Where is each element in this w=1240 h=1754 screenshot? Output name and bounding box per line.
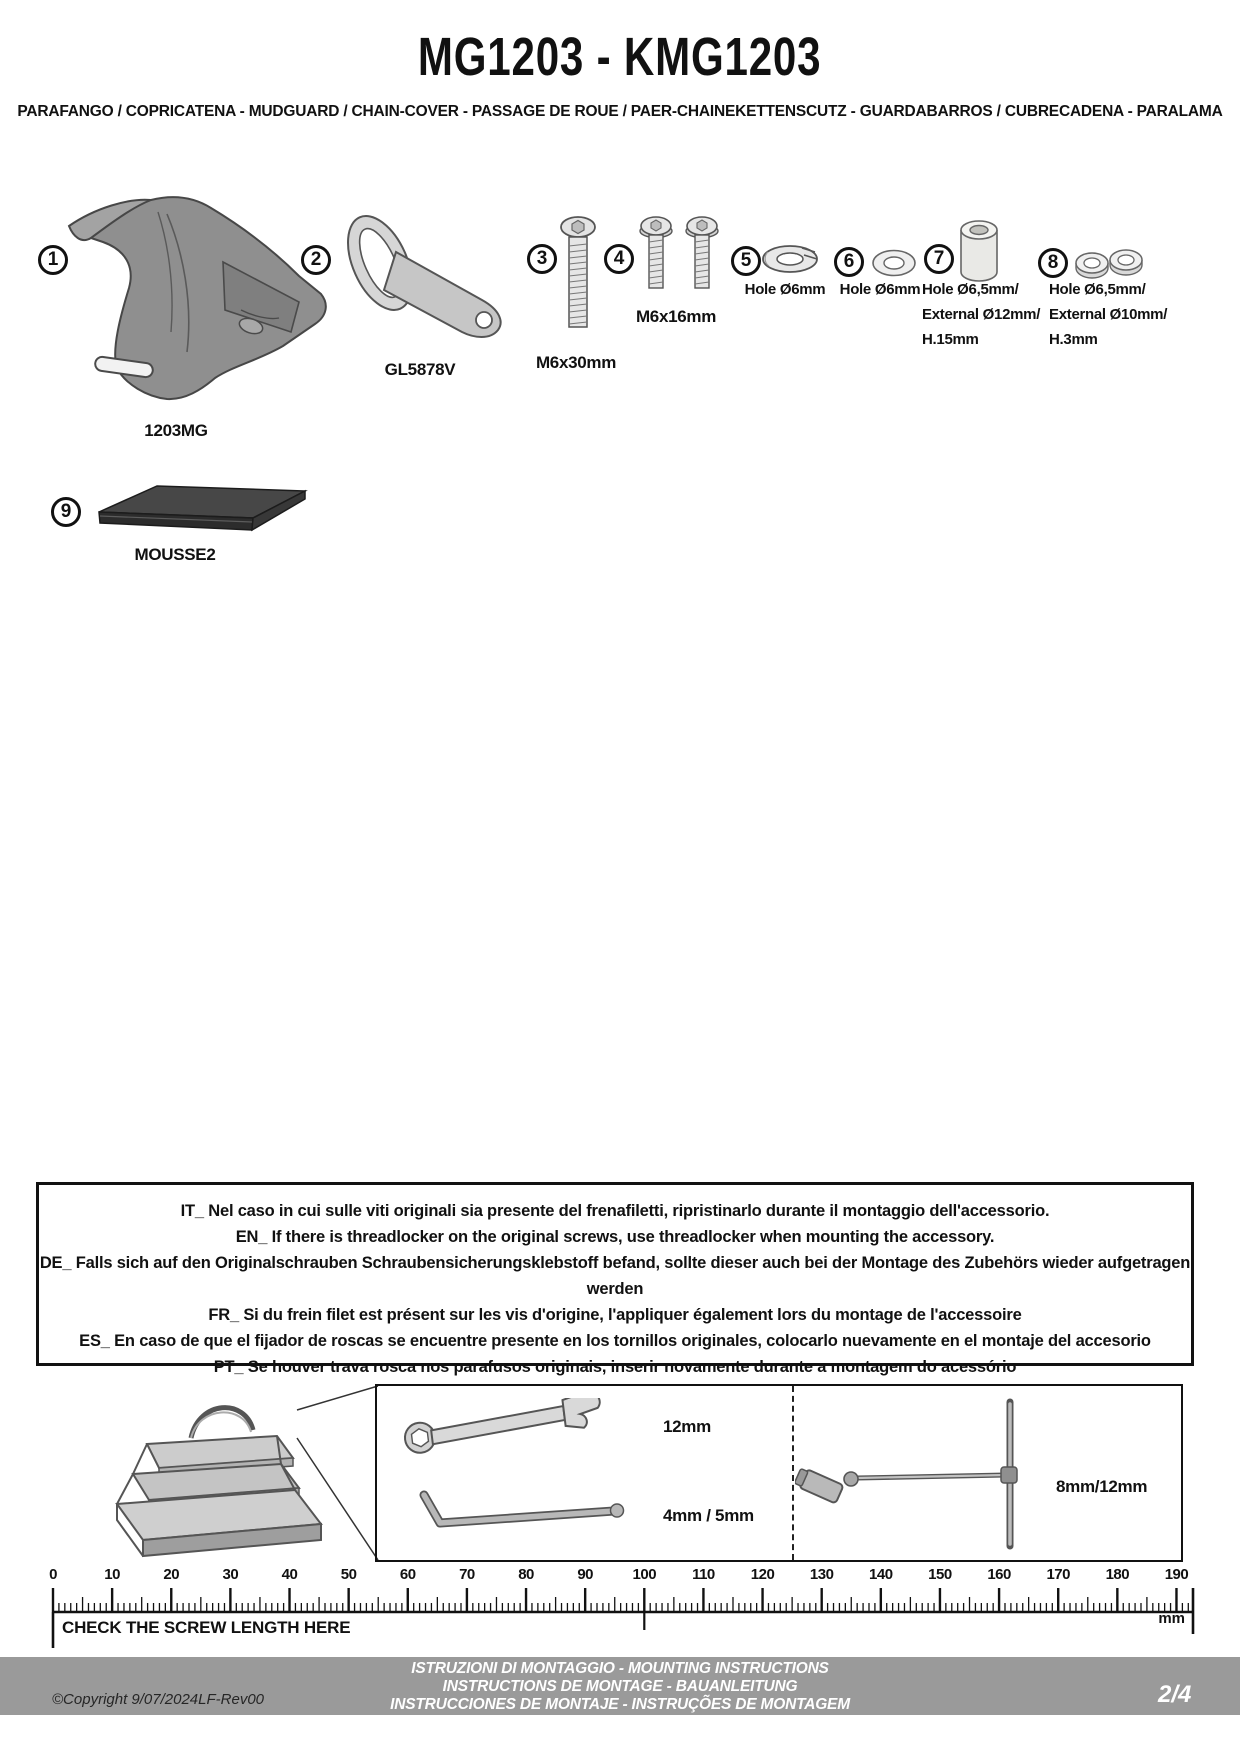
part-6-badge: 6	[834, 247, 864, 277]
part-8-spec-2: External Ø10mm/	[1049, 306, 1168, 323]
page-title: MG1203 - KMG1203	[418, 27, 822, 87]
callout-lines	[292, 1380, 382, 1565]
ruler-number: 0	[49, 1566, 57, 1583]
part-4-size: M6x16mm	[635, 307, 717, 326]
part-7-spec-3: H.15mm	[922, 331, 979, 348]
part-1-code: 1203MG	[144, 421, 208, 440]
ruler-number: 100	[632, 1566, 657, 1583]
note-pt: PT_ Se houver trava rosca nos parafusos originais, inserir novamente durante a montagem do acessório	[213, 1358, 1017, 1376]
part-7-badge: 7	[924, 244, 954, 274]
part-2-badge: 2	[301, 245, 331, 275]
ruler-number: 130	[809, 1566, 834, 1583]
ruler-number: 50	[340, 1566, 357, 1583]
socket-t-handle-icon	[795, 1390, 1055, 1558]
flat-washer-drawing	[870, 248, 918, 278]
ruler-number: 140	[869, 1566, 893, 1583]
ruler-number: 60	[399, 1566, 416, 1583]
ruler-number: 190	[1164, 1566, 1189, 1583]
part-6-spec: Hole Ø6mm	[839, 281, 921, 298]
part-5-badge: 5	[731, 246, 761, 276]
page-number: 2/4	[1158, 1681, 1192, 1708]
spring-washer-drawing	[760, 243, 820, 275]
ruler-check-label: CHECK THE SCREW LENGTH HERE	[62, 1618, 351, 1637]
part-3-badge: 3	[527, 244, 557, 274]
note-fr: FR_ Si du frein filet est présent sur les vis d'origine, l'appliquer également lors du montage de l'accessoire	[208, 1306, 1022, 1324]
screw-m6x30-drawing	[559, 216, 597, 334]
note-en: EN_ If there is threadlocker on the original screws, use threadlocker when mounting the accessory.	[235, 1228, 995, 1246]
ruler-number: 90	[577, 1566, 593, 1583]
part-7-spec-1: Hole Ø6,5mm/	[922, 281, 1019, 298]
ruler-number: 180	[1105, 1566, 1130, 1583]
ruler-unit-label: mm	[1158, 1610, 1185, 1627]
part-1-badge: 1	[38, 245, 68, 275]
wrench-icon	[398, 1398, 613, 1458]
ruler-number: 170	[1046, 1566, 1070, 1583]
ruler-number: 110	[692, 1566, 715, 1583]
washers-drawing	[1074, 241, 1146, 283]
part-9-badge: 9	[51, 497, 81, 527]
part-7-spec-2: External Ø12mm/	[922, 306, 1041, 323]
threadlocker-note-box	[36, 1182, 1194, 1376]
ruler-number: 40	[281, 1566, 298, 1583]
socket-size-label: 8mm/12mm	[1056, 1477, 1148, 1496]
part-2-code: GL5878V	[384, 360, 456, 379]
note-it: IT_ Nel caso in cui sulle viti originali sia presente del frenafiletti, ripristinarlo durante il montaggio dell'accessorio.	[180, 1202, 1050, 1220]
ruler-number: 160	[987, 1566, 1011, 1583]
tools-divider	[792, 1386, 794, 1560]
part-8-badge: 8	[1038, 248, 1068, 278]
note-de: DE_ Falls sich auf den Originalschrauben Schraubensicherungsklebstoff befand, sollte dieser auch bei der Montage des Zubehörs wieder aufgetragen werden	[39, 1254, 1191, 1298]
ruler-number: 20	[163, 1566, 180, 1583]
ruler-number: 70	[459, 1566, 475, 1583]
wrench-size-label: 12mm	[663, 1417, 711, 1436]
part-8-spec-1: Hole Ø6,5mm/	[1049, 281, 1146, 298]
note-es: ES_ En caso de que el fijador de roscas se encuentre presente en los tornillos originales, colocarlo nuevamente en el montaje del accesorio	[79, 1332, 1151, 1350]
ruler-number: 10	[104, 1566, 120, 1583]
ruler-number: 150	[928, 1566, 952, 1583]
part-4-badge: 4	[604, 244, 634, 274]
bracket-drawing	[332, 208, 537, 348]
copyright-text: ©Copyright 9/07/2024LF-Rev00	[52, 1691, 265, 1708]
hex-key-size-label: 4mm / 5mm	[663, 1506, 754, 1525]
foam-strip-drawing	[93, 478, 308, 534]
part-9-code: MOUSSE2	[134, 545, 216, 564]
footer-bar	[0, 1657, 1240, 1715]
part-5-spec: Hole Ø6mm	[744, 281, 826, 298]
product-subtitle: PARAFANGO / COPRICATENA - MUDGUARD / CHAIN-COVER - PASSAGE DE ROUE / PAER-CHAINEKETTENSCUTZ - GUARDABARROS / CUBRECADENA - PARALAMA	[17, 103, 1223, 120]
footer-line-3: INSTRUCCIONES DE MONTAJE - INSTRUÇÕES DE MONTAGEM	[390, 1696, 850, 1713]
part-8-spec-3: H.3mm	[1049, 331, 1098, 348]
footer-line-1: ISTRUZIONI DI MONTAGGIO - MOUNTING INSTRUCTIONS	[411, 1660, 829, 1677]
footer-line-2: INSTRUCTIONS DE MONTAGE - BAUANLEITUNG	[442, 1678, 798, 1695]
part-3-size: M6x30mm	[535, 353, 617, 372]
ruler-number: 30	[222, 1566, 239, 1583]
ruler-number: 120	[750, 1566, 775, 1583]
ruler-number: 80	[518, 1566, 534, 1583]
mudguard-drawing	[55, 192, 335, 404]
hex-key-icon	[408, 1487, 633, 1537]
spacer-drawing	[958, 218, 1000, 284]
